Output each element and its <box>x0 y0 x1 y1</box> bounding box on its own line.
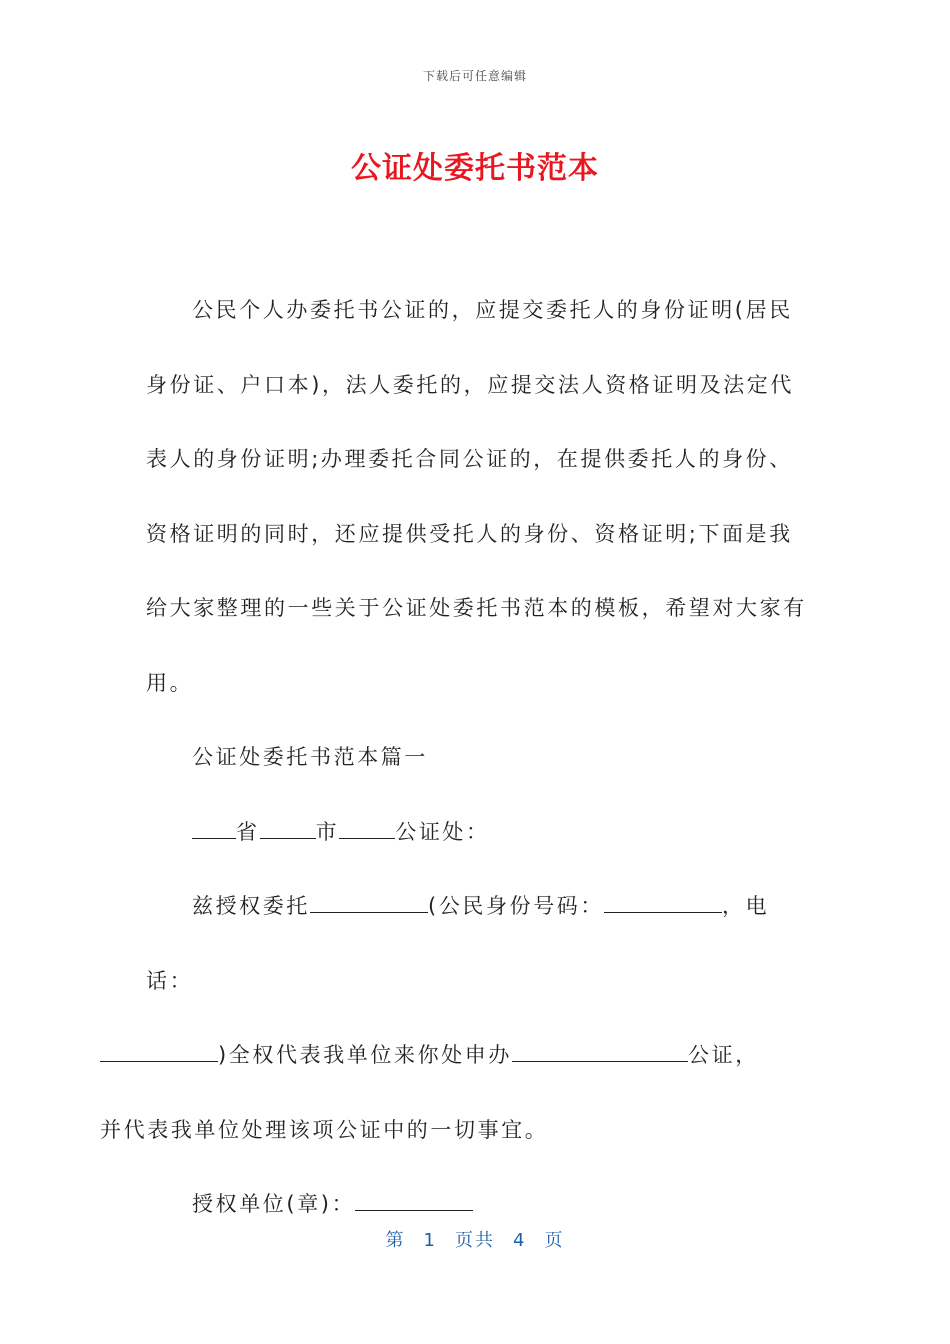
footer-page-mid: 页共 <box>455 1230 495 1251</box>
section-heading: 公证处委托书范本篇一 <box>192 745 428 769</box>
footer-page-prefix: 第 <box>385 1230 406 1251</box>
auth-text-2: (公民身份号码： <box>428 894 604 918</box>
city-label: 市 <box>315 819 340 844</box>
authorization-paragraph <box>100 869 816 1167</box>
auth-text-5: 公证， <box>688 1043 759 1067</box>
intro-paragraph: 公民个人办委托书公证的，应提交委托人的身份证明(居民身份证、户口本)，法人委托的，应提交法人资格证明及法定代表人的身份证明;办理委托合同公证的，在提供委托人的身份、资格证明的同时，还应提供受托人的身份、资格证明;下面是我给大家整理的一些关于公证处委托书范本的模板，希望对大家有用。 <box>146 298 807 695</box>
page-footer <box>0 1226 950 1252</box>
auth-text-6: 并代表我单位处理该项公证中的一切事宜。 <box>100 1117 549 1142</box>
office-label: 公证处： <box>395 819 490 844</box>
header-note: 下载后可任意编辑 <box>422 69 527 83</box>
auth-text-3: ，电话： <box>146 894 770 993</box>
blank-agent-name <box>310 911 428 913</box>
blank-signature <box>355 1209 473 1211</box>
document-body <box>100 273 816 1242</box>
auth-text-4: )全权代表我单位来你处申办 <box>218 1043 512 1067</box>
footer-page-total: 4 <box>513 1230 527 1251</box>
blank-phone <box>100 1060 218 1062</box>
blank-id-number <box>604 911 722 913</box>
blank-province <box>192 837 236 839</box>
province-label: 省 <box>236 819 260 844</box>
address-line <box>146 795 816 870</box>
footer-page-number: 1 <box>423 1230 437 1251</box>
footer-page-suffix: 页 <box>544 1230 565 1251</box>
blank-office <box>339 837 395 839</box>
document-title: 公证处委托书范本 <box>351 151 599 186</box>
signature-label: 授权单位(章)： <box>192 1192 356 1216</box>
blank-notary-item <box>512 1060 688 1062</box>
blank-city <box>260 837 316 839</box>
auth-text-1: 兹授权委托 <box>192 894 310 918</box>
